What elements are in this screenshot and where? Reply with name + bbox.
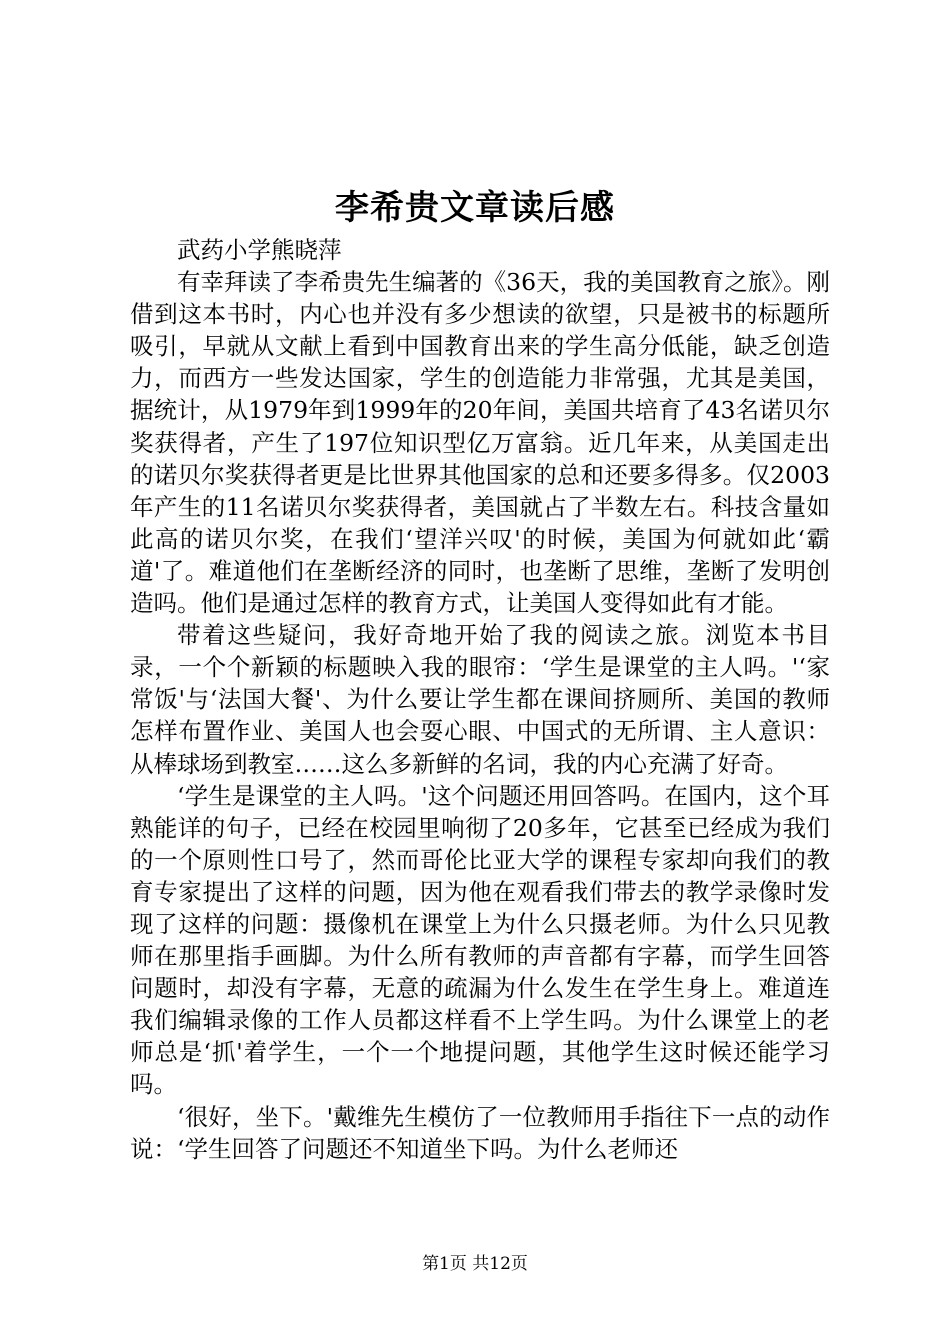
paragraph: ‘很好，坐下。'戴维先生模仿了一位教师用手指往下一点的动作说：‘学生回答了问题还不知道坐下吗。为什么老师还 (130, 1102, 830, 1163)
author-line: 武药小学熊晓萍 (177, 236, 342, 264)
page-footer: 第1页 共12页 (422, 1254, 528, 1274)
paragraph: 带着这些疑问，我好奇地开始了我的阅读之旅。浏览本书目录，一个个新颖的标题映入我的眼帘：‘学生是课堂的主人吗。'‘家常饭'与‘法国大餐'、为什么要让学生都在课间挤厕所、美国的教师怎样布置作业、美国人也会耍心眼、中国式的无所谓、主人意识：从棒球场到教室……这么多新鲜的名词，我的内心充满了好奇。 (130, 621, 830, 778)
paragraph: ‘学生是课堂的主人吗。'这个问题还用回答吗。在国内，这个耳熟能详的句子，已经在校园里响彻了20多年，它甚至已经成为我们的一个原则性口号了，然而哥伦比亚大学的课程专家却向我们的教育专家提出了这样的问题，因为他在观看我们带去的教学录像时发现了这样的问题：摄像机在课堂上为什么只摄老师。为什么只见教师在那里指手画脚。为什么所有教师的声音都有字幕，而学生回答问题时，却没有字幕，无意的疏漏为什么发生在学生身上。难道连我们编辑录像的工作人员都这样看不上学生吗。为什么课堂上的老师总是‘抓'着学生，一个一个地提问题，其他学生这时候还能学习吗。 (130, 781, 830, 1099)
document-body (130, 234, 830, 1165)
document-title: 李希贵文章读后感 (335, 188, 615, 228)
paragraph: 有幸拜读了李希贵先生编著的《36天，我的美国教育之旅》。刚借到这本书时，内心也并没有多少想读的欲望，只是被书的标题所吸引，早就从文献上看到中国教育出来的学生高分低能，缺乏创造力，而西方一些发达国家，学生的创造能力非常强，尤其是美国，据统计，从1979年到1999年的20年间，美国共培育了43名诺贝尔奖获得者，产生了197位知识型亿万富翁。近几年来，从美国走出的诺贝尔奖获得者更是比世界其他国家的总和还要多得多。仅2003年产生的11名诺贝尔奖获得者，美国就占了半数左右。科技含量如此高的诺贝尔奖，在我们‘望洋兴叹'的时候，美国为何就如此‘霸道'了。难道他们在垄断经济的同时，也垄断了思维，垄断了发明创造吗。他们是通过怎样的教育方式，让美国人变得如此有才能。 (130, 268, 830, 618)
